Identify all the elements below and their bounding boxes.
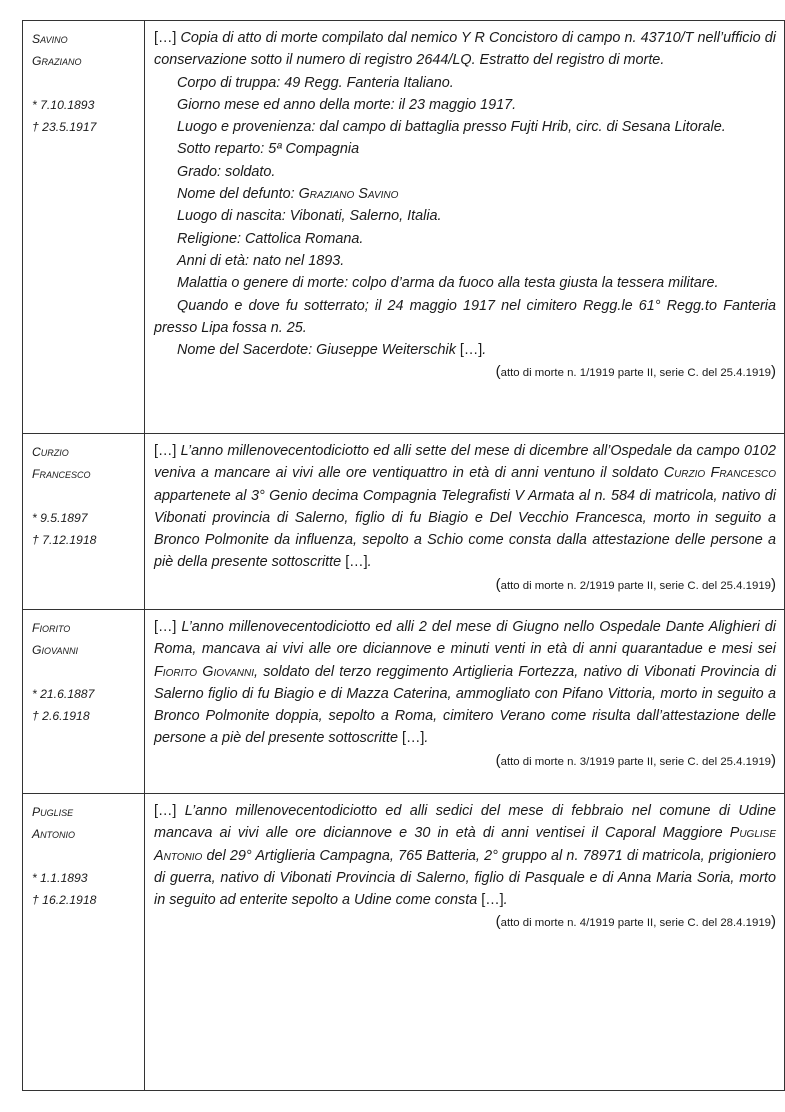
ellipsis: […] [459,342,483,359]
record-reference: (atto di morte n. 1/1919 parte II, serie C. del 25.4.1919) [495,363,776,381]
record-row [23,610,785,794]
given-name: Giovanni [32,643,78,657]
text-part-a: L’anno millenovecentodiciotto ed alli sedici del mese di febbraio nel comune di Udine mancava ai vivi alle ore diciannove e 30 in età di anni ventisei il Caporal Maggiore [154,803,776,842]
record-text-cell [145,610,785,794]
document-page [22,20,777,1091]
field-line: Nome del Sacerdote: Giuseppe Weiterschik […]. [177,342,487,359]
record-row [23,21,785,434]
field-line: Sotto reparto: 5ª Compagnia [177,141,360,158]
birth-date: * 21.6.1887 [32,687,95,701]
field-line: Giorno mese ed anno della morte: il 23 maggio 1917. [177,96,517,113]
given-name: Antonio [32,827,75,841]
field-line: Luogo e provenienza: dal campo di battaglia presso Fujti Hrib, circ. di Sesana Litorale. [177,119,726,136]
deceased-name: Curzio Francesco [663,465,776,482]
field-line: Grado: soldato. [177,163,276,180]
record-text-cell [145,434,785,610]
ellipsis: […] [345,554,368,571]
death-date: † 16.2.1918 [32,893,97,907]
intro-text: Copia di atto di morte compilato dal nemico Y R Concistoro di campo n. 43710/T nell’ufficio di conservazione sotto il numero di registro 2644/LQ. Estratto del registro di morte. [154,30,776,69]
given-name: Francesco [32,467,91,481]
field-line: Corpo di truppa: 49 Regg. Fanteria Italiano. [177,74,454,91]
ellipsis: […] [154,619,177,635]
birth-date: * 9.5.1897 [32,511,88,525]
record-reference: (atto di morte n. 3/1919 parte II, serie C. del 25.4.1919) [495,751,776,769]
death-date: † 2.6.1918 [32,709,90,723]
field-label: Nome del defunto: [177,186,295,203]
person-cell [23,610,145,794]
record-intro [154,27,776,72]
record-text: […] L’anno millenovecentodiciotto ed alli sette del mese di dicembre all’Ospedale da campo 0102 veniva a mancare ai vivi alle ore ventiquattro in età di anni ventuno il soldato Curzio Francesco appartenete al 3° Genio decima Compagnia Telegrafisti V Armata al n. 584 di matricola, nativo di Vibonati provincia di Salerno, figlio di fu Biagio e Del Vecchio Francesca, morto in seguito a Bronco Polmonite da influenza, sepolto a Schio come consta dalla attestazione delle persone a piè della presente sottoscritte […]. [154,443,776,571]
record-row [23,434,785,610]
text-part-b: del 29° Artiglieria Campagna, 765 Batteria, 2° gruppo al n. 78971 di matricola, prigioniero di guerra, nativo di Vibonati Provincia di Salerno, figlio di Pasquale e di Anna Maria Soria, morto in seguito ad enterite sepolto a Udine come consta [154,847,777,909]
deceased-name: Fiorito Giovanni [154,663,255,680]
birth-date: * 1.1.1893 [32,871,88,885]
life-dates [32,683,136,727]
record-text: […] L’anno millenovecentodiciotto ed alli sedici del mese di febbraio nel comune di Udine mancava ai vivi alle ore diciannove e 30 in età di anni ventisei il Caporal Maggiore Puglise Antonio del 29° Artiglieria Campagna, 765 Batteria, 2° gruppo al n. 78971 di matricola, prigioniero di guerra, nativo di Vibonati Provincia di Salerno, figlio di Pasquale e di Anna Maria Soria, morto in seguito ad enterite sepolto a Udine come consta […]. [154,803,777,909]
reference-text: atto di morte n. 3/1919 parte II, serie C. del 25.4.1919 [500,755,771,768]
ellipsis: […] [154,803,177,819]
ellipsis: […] [154,443,177,459]
record-reference: (atto di morte n. 2/1919 parte II, serie C. del 25.4.1919) [495,575,776,593]
record-reference: (atto di morte n. 4/1919 parte II, serie C. del 28.4.1919) [495,913,776,931]
birth-date: * 7.10.1893 [32,98,95,112]
field-line: Luogo di nascita: Vibonati, Salerno, Italia. [177,208,442,225]
field-line [154,183,776,205]
surname: Fiorito [32,621,71,635]
record-text: […] L’anno millenovecentodiciotto ed alli 2 del mese di Giugno nello Ospedale Dante Alighieri di Roma, mancava ai vivi alle ore diciannove e minuti venti in età di anni quarantadue e mesi sei Fiorito Giovanni, soldato del terzo reggimento Artiglieria Fortezza, nativo di Vibonati Provincia di Salerno figlio di fu Biagio e di Mazza Caterina, ammogliato con Pifano Vittoria, morto in seguito a Bronco Polmonite doppia, sepolto a Roma, cimitero Verano come risulta dall’attestazione delle persone a piè del presente sottoscritte […]. [154,619,776,747]
reference-text: atto di morte n. 4/1919 parte II, serie C. del 28.4.1919 [500,917,771,930]
field-line: Malattia o genere di morte: colpo d’arma da fuoco alla testa giusta la tessera militare. [177,275,719,292]
ellipsis: […] [402,730,425,747]
reference-text: atto di morte n. 1/1919 parte II, serie C. del 25.4.1919 [500,367,771,380]
life-dates [32,94,136,138]
death-date: † 7.12.1918 [32,533,97,547]
record-text-cell [145,794,785,1091]
defunto-name: Graziano Savino [298,186,399,203]
ellipsis: […] [481,892,504,909]
death-records-table [22,20,785,1091]
person-cell [23,794,145,1091]
text-part-b: appartenete al 3° Genio decima Compagnia Telegrafisti V Armata al n. 584 di matricola, nativo di Vibonati provincia di Salerno, figlio di fu Biagio e Del Vecchio Francesca, morto in seguito a Bronco Polmonite da influenza, sepolto a Schio come consta dalla attestazione delle persone a piè della presente sottoscritte [154,487,776,571]
record-text-cell [145,21,785,434]
field-line: Anni di età: nato nel 1893. [177,252,345,269]
text-part-b: , soldato del terzo reggimento Artiglieria Fortezza, nativo di Vibonati Provincia di Salerno figlio di fu Biagio e di Mazza Caterina, ammogliato con Pifano Vittoria, morto in seguito a Bronco Polmonite doppia, sepolto a Roma, cimitero Verano come risulta dall’attestazione delle persone a piè del presente sottoscritte [154,663,776,747]
text-part-a: L’anno millenovecentodiciotto ed alli 2 del mese di Giugno nello Ospedale Dante Alighieri di Roma, mancava ai vivi alle ore diciannove e minuti venti in età di anni quarantadue e mesi sei [154,619,776,658]
record-row [23,794,785,1091]
reference-text: atto di morte n. 2/1919 parte II, serie C. del 25.4.1919 [500,579,771,592]
surname: Puglise [32,805,74,819]
person-cell [23,21,145,434]
field-text: Nome del Sacerdote: Giuseppe Weiterschik [177,342,456,359]
death-date: † 23.5.1917 [32,120,97,134]
life-dates [32,867,136,911]
given-name: Graziano [32,54,82,68]
ellipsis: […] [154,30,177,46]
text-part-a: L’anno millenovecentodiciotto ed alli sette del mese di dicembre all’Ospedale da campo 0102 veniva a mancare ai vivi alle ore ventiquattro in età di anni ventuno il soldato [154,443,776,482]
surname: Savino [32,32,68,46]
deceased-name: Puglise Antonio [154,825,776,864]
surname: Curzio [32,445,69,459]
life-dates [32,507,136,551]
person-cell [23,434,145,610]
field-line: Quando e dove fu sotterrato; il 24 maggio 1917 nel cimitero Regg.le 61° Regg.to Fanteria presso Lipa fossa n. 25. [154,297,776,336]
field-line: Religione: Cattolica Romana. [177,230,364,247]
